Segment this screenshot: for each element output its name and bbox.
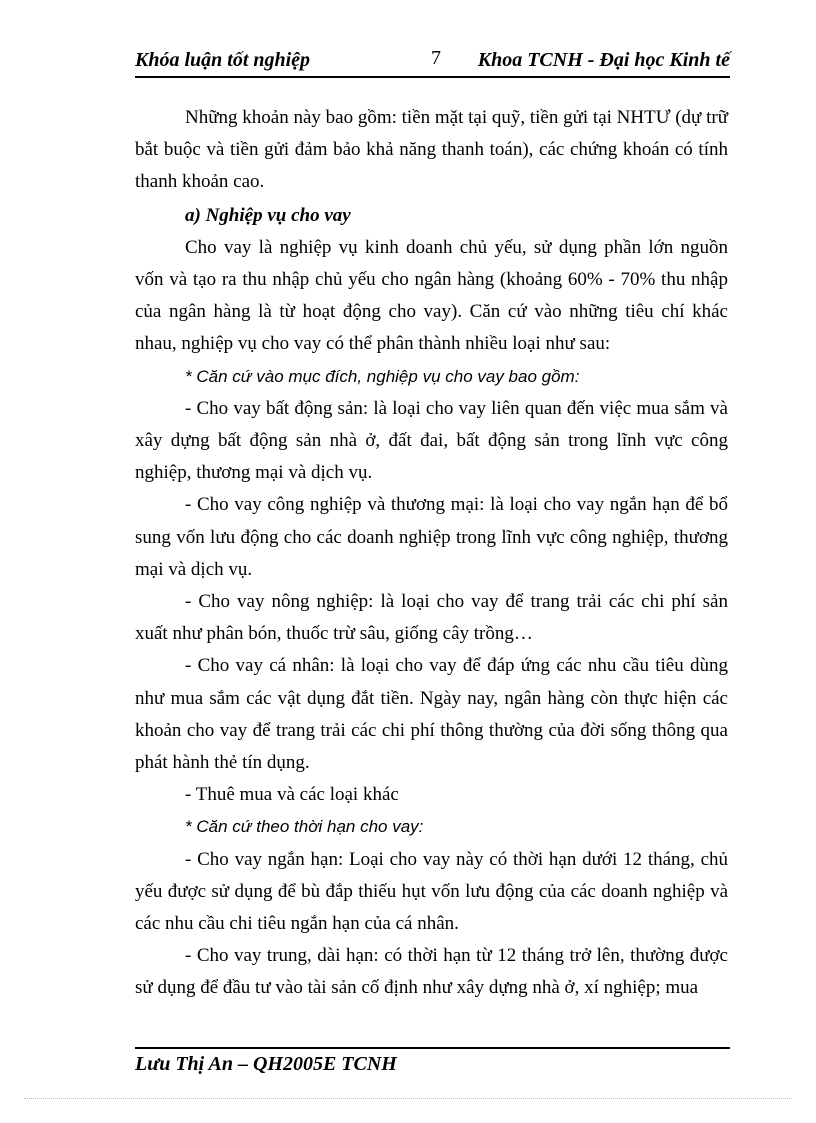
page-bottom-edge [24, 1098, 792, 1099]
paragraph-medium-long-term-loans: - Cho vay trung, dài hạn: có thời hạn từ 12 tháng trở lên, thường được sử dụng để đầu tư vào tài sản cố định như xây dựng nhà ở, xí nghiệp; mua [135, 945, 728, 999]
document-body [135, 102, 728, 1005]
page-header [135, 46, 730, 78]
paragraph-leasing: - Thuê mua và các loại khác [185, 784, 399, 806]
paragraph-short-term-loans: - Cho vay ngắn hạn: Loại cho vay này có thời hạn dưới 12 tháng, chủ yếu được sử dụng để bù đắp thiếu hụt vốn lưu động của các doanh nghiệp và các nhu cầu chi tiêu ngắn hạn của cá nhân. [135, 848, 728, 935]
paragraph-real-estate-loans: - Cho vay bất động sản: là loại cho vay liên quan đến việc mua sắm và xây dựng bất động sản nhà ở, đất đai, bất động sản trong lĩnh vực công nghiệp, thương mại và dịch vụ. [135, 397, 728, 484]
subheading-by-term: * Căn cứ theo thời hạn cho vay: [185, 817, 424, 837]
header-thesis-title: Khóa luận tốt nghiệp [135, 49, 311, 71]
footer-author: Lưu Thị An – QH2005E TCNH [135, 1053, 397, 1075]
subheading-by-purpose: * Căn cứ vào mục đích, nghiệp vụ cho vay bao gồm: [185, 366, 580, 386]
paragraph-lending-intro: Cho vay là nghiệp vụ kinh doanh chủ yếu, sử dụng phần lớn nguồn vốn và tạo ra thu nhập chủ yếu cho ngân hàng (khoảng 60% - 70% thu nhập của ngân hàng là từ hoạt động cho vay). Căn cứ vào những tiêu chí khác nhau, nghiệp vụ cho vay có thể phân thành nhiều loại như sau: [135, 236, 728, 355]
header-faculty: Khoa TCNH - Đại học Kinh tế [477, 49, 730, 71]
section-heading-lending: a) Nghiệp vụ cho vay [185, 204, 351, 226]
paragraph-industrial-commercial-loans: - Cho vay công nghiệp và thương mại: là loại cho vay ngắn hạn để bổ sung vốn lưu động cho các doanh nghiệp trong lĩnh vực công nghiệp, thương mại và dịch vụ. [135, 494, 728, 580]
page-number: 7 [431, 47, 441, 69]
footer-divider [135, 1047, 730, 1049]
paragraph-agricultural-loans: - Cho vay nông nghiệp: là loại cho vay để trang trải các chi phí sản xuất như phân bón, thuốc trừ sâu, giống cây trồng… [135, 591, 728, 645]
paragraph-personal-loans: - Cho vay cá nhân: là loại cho vay để đáp ứng các nhu cầu tiêu dùng như mua sắm các vật dụng đắt tiền. Ngày nay, ngân hàng còn thực hiện các khoản cho vay để trang trải các chi phí thông thường của đời sống thông qua phát hành thẻ tín dụng. [135, 655, 728, 774]
paragraph-liquid-assets: Những khoản này bao gồm: tiền mặt tại quỹ, tiền gửi tại NHTƯ (dự trữ bắt buộc và tiền gửi đảm bảo khả năng thanh toán), các chứng khoán có tính thanh khoản cao. [135, 107, 728, 193]
